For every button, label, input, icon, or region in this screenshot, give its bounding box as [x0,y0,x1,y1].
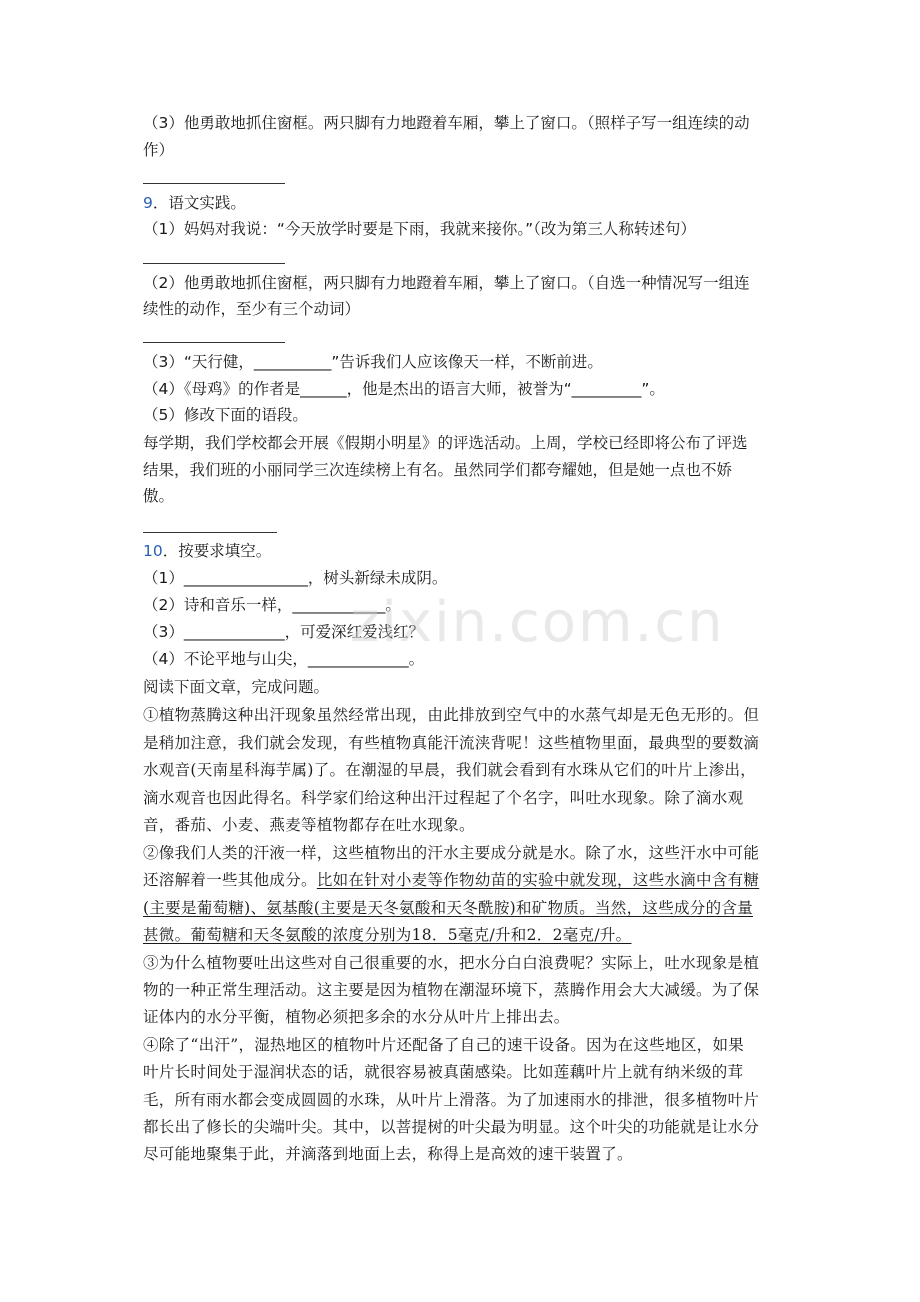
answer-blank[interactable] [143,342,285,343]
article-p4-line5: 尽可能地聚集于此，并滴落到地面上去，称得上是高效的速干装置了。 [143,1145,633,1163]
article-p4-line1: ④除了“出汗”，湿热地区的植物叶片还配备了自己的速干设备。因为在这些地区，如果 [143,1036,745,1054]
watermark: zixin.com.cn [350,590,725,655]
q9-item2-line1: （2）他勇敢地抓住窗框，两只脚有力地蹬着车厢，攀上了窗口。（自选一种情况写一组连 [143,274,750,292]
article-p3-line2: 物的一种正常生理活动。这主要是因为植物在潮湿环境下，蒸腾作用会大大减缓。为了保 [143,981,760,999]
q9-item1: （1）妈妈对我说：“今天放学时要是下雨，我就来接你。”（改为第三人称转述句） [143,220,696,238]
q9-item2-line2: 续性的动作，至少有三个动词） [143,300,361,318]
article-text: 还溶解着一些其他成分。 [143,871,317,889]
article-p1-line4: 滴水观音也因此得名。科学家们给这种出汗过程起了个名字，叫吐水现象。除了滴水观 [143,789,744,807]
q9-item5: （5）修改下面的语段。 [143,406,308,424]
article-p1-line5: 音，番茄、小麦、燕麦等植物都存在吐水现象。 [143,816,475,834]
article-p2-line1: ②像我们人类的汗液一样，这些植物出的汗水主要成分就是水。除了水，这些汗水中可能 [143,844,760,862]
answer-blank[interactable] [143,263,285,264]
q10-item2: （2）诗和音乐一样，____________。 [143,596,401,614]
q10-item3: （3）_____________，可爱深红爱浅红？ [143,623,425,641]
reading-intro: 阅读下面文章，完成问题。 [143,678,330,696]
answer-blank[interactable] [143,532,277,533]
q9-paragraph-line2: 结果，我们班的小丽同学三次连续榜上有名。虽然同学们都夸耀她，但是她一点也不娇 [143,461,733,479]
question-title: ．按要求填空。 [162,542,272,560]
q10-title [143,541,271,561]
article-p2-line3-underlined: (主要是葡萄糖)、氨基酸(主要是天冬氨酸和天冬酰胺)和矿物质。当然，这些成分的含量 [143,899,753,917]
q9-paragraph-line3: 傲。 [143,487,175,505]
underlined-text: 比如在针对小麦等作物幼苗的实验中就发现，这些水滴中含有糖 [316,871,760,889]
answer-blank[interactable] [143,183,285,184]
article-p3-line3: 证体内的水分平衡，植物必须把多余的水分从叶片上排出去。 [143,1008,570,1026]
q9-paragraph-line1: 每学期，我们学校都会开展《假期小明星》的评选活动。上周，学校已经即将公布了评选 [143,434,748,452]
q10-item1: （1）________________，树头新绿未成阴。 [143,569,448,587]
article-p4-line3: 毛，所有雨水都会变成圆圆的水珠，从叶片上滑落。为了加速雨水的排泄，很多植物叶片 [143,1091,760,1109]
article-p1-line1: ①植物蒸腾这种出汗现象虽然经常出现，由此排放到空气中的水蒸气却是无色无形的。但 [143,706,760,724]
article-p1-line2: 是稍加注意，我们就会发现，有些植物真能汗流浃背呢！这些植物里面，最典型的要数滴 [143,734,760,752]
q9-item4: （4）《母鸡》的作者是______，他是杰出的语言大师，被誉为“_________”。 [143,380,665,398]
q10-item4: （4）不论平地与山尖，_____________。 [143,650,425,668]
q8-item3-line2: 作） [143,141,175,159]
article-p4-line4: 都长出了修长的尖端叶尖。其中，以菩提树的叶尖最为明显。这个叶尖的功能就是让水分 [143,1118,760,1136]
question-number: 9 [143,194,153,212]
q8-item3-line1: （3）他勇敢地抓住窗框。两只脚有力地蹬着车厢，攀上了窗口。（照样子写一组连续的动 [143,114,750,132]
article-p1-line3: 水观音(天南星科海芋属)了。在潮湿的早晨，我们就会看到有水珠从它们的叶片上渗出， [143,761,757,779]
question-title: ．语文实践。 [152,194,246,212]
q9-item3: （3）“天行健，__________”告诉我们人应该像天一样，不断前进。 [143,353,603,371]
article-p4-line2: 叶片长时间处于湿润状态的话，就很容易被真菌感染。比如莲藕叶片上就有纳米级的茸 [143,1063,744,1081]
article-p2-line2 [143,870,759,890]
article-p2-line4-underlined: 甚微。葡萄糖和天冬氨酸的浓度分别为18．5毫克/升和2．2毫克/升。 [143,926,632,944]
q9-title [143,193,246,213]
article-p3-line1: ③为什么植物要吐出这些对自己很重要的水，把水分白白浪费呢？实际上，吐水现象是植 [143,954,760,972]
question-number: 10 [143,542,163,560]
